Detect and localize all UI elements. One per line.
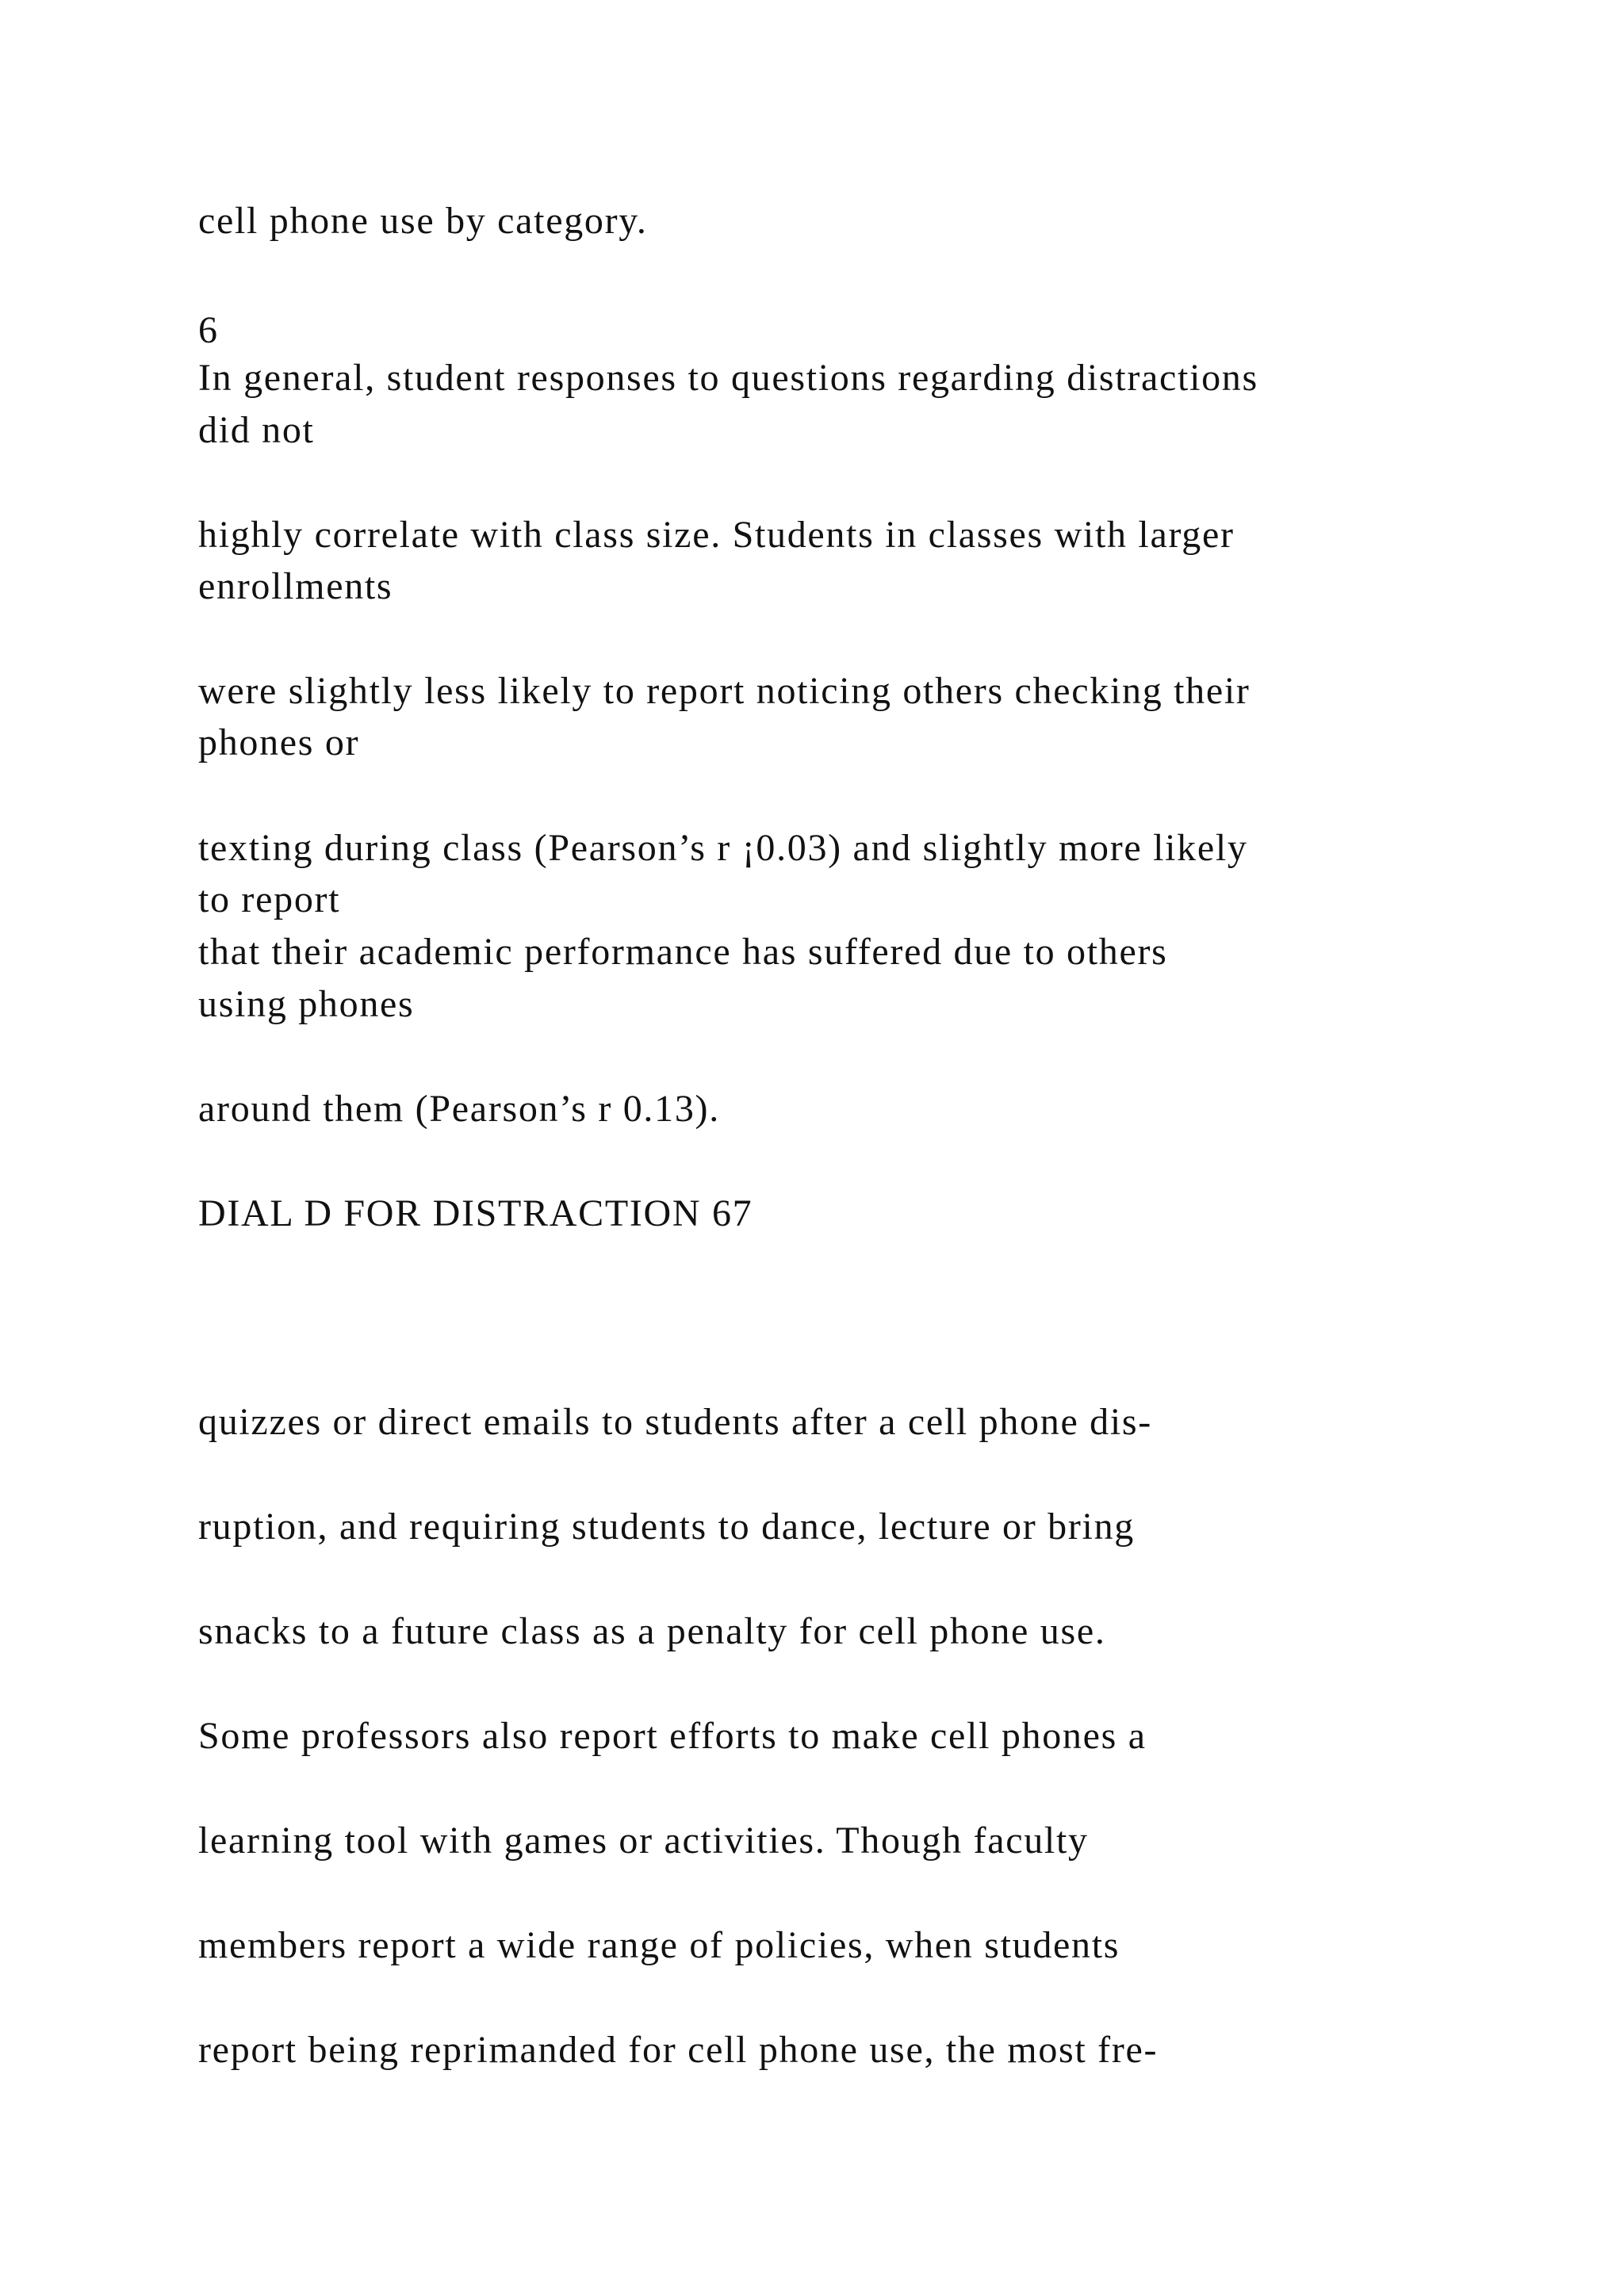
text-line: report being reprimanded for cell phone use, the most fre-: [198, 2029, 1159, 2071]
running-header: DIAL D FOR DISTRACTION 67: [198, 1192, 753, 1234]
text-line: using phones: [198, 983, 415, 1025]
text-line: quizzes or direct emails to students after a cell phone dis-: [198, 1401, 1152, 1443]
text-line: snacks to a future class as a penalty for cell phone use.: [198, 1610, 1106, 1652]
text-line: to report: [198, 878, 341, 920]
text-line: that their academic performance has suffered due to others: [198, 931, 1168, 973]
text-line: around them (Pearson’s r 0.13).: [198, 1088, 720, 1130]
text-line: 6: [198, 309, 219, 351]
text-line: were slightly less likely to report noticing others checking their: [198, 670, 1251, 712]
text-line: ruption, and requiring students to dance, lecture or bring: [198, 1506, 1135, 1548]
text-line: highly correlate with class size. Students in classes with larger: [198, 514, 1235, 556]
text-line: cell phone use by category.: [198, 200, 648, 242]
text-line: phones or: [198, 721, 360, 763]
text-line: enrollments: [198, 565, 393, 607]
text-line: Some professors also report efforts to make cell phones a: [198, 1715, 1147, 1757]
text-line: texting during class (Pearson’s r ¡0.03) and slightly more likely: [198, 827, 1248, 869]
text-line: did not: [198, 409, 315, 451]
text-line: members report a wide range of policies, when students: [198, 1924, 1120, 1966]
text-line: In general, student responses to questions regarding distractions: [198, 357, 1258, 399]
text-line: learning tool with games or activities. Though faculty: [198, 1820, 1089, 1862]
